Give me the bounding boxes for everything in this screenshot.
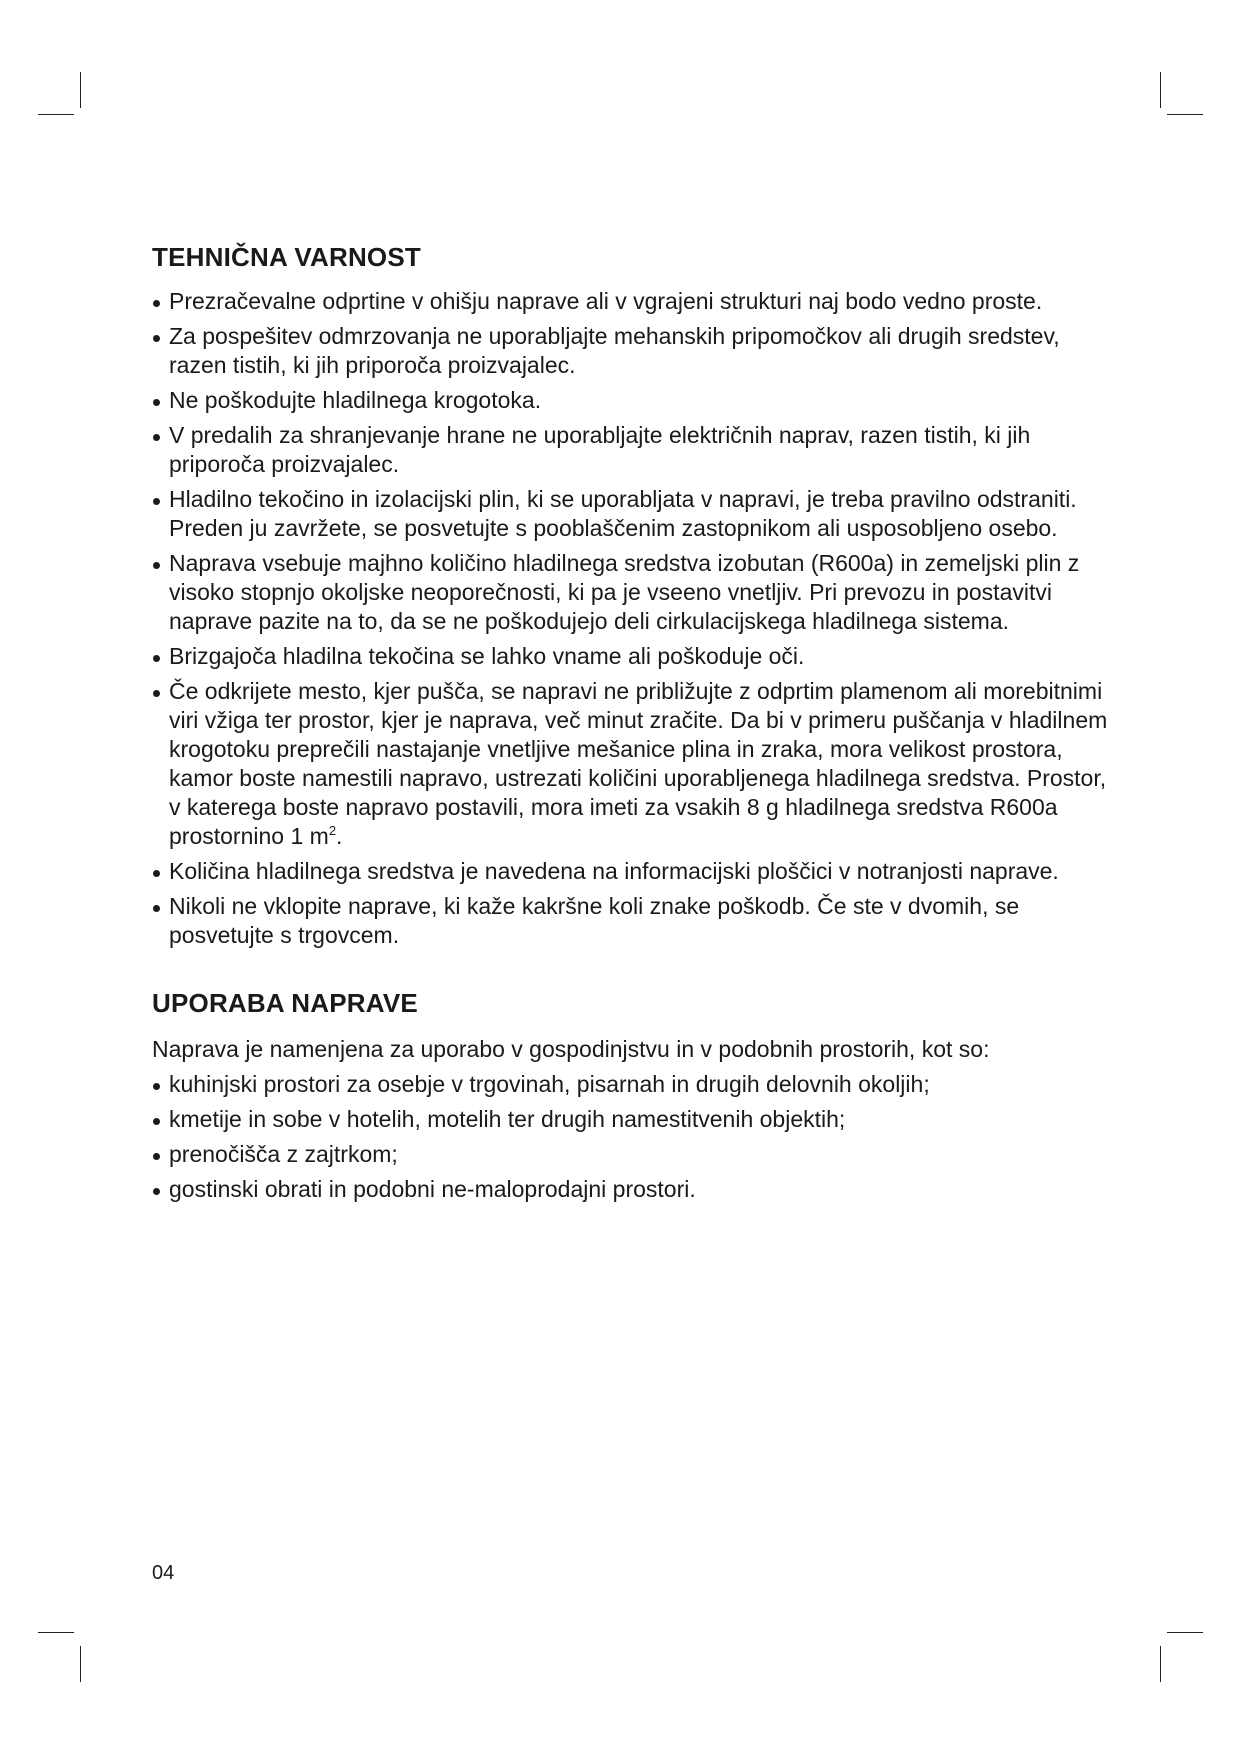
usage-intro: Naprava je namenjena za uporabo v gospodinjstvu in v podobnih prostorih, kot so: [152, 1036, 990, 1062]
superscript: 2 [328, 823, 337, 838]
crop-mark-bottom-left-vertical [80, 1646, 81, 1682]
crop-mark-top-right-horizontal [1167, 114, 1203, 115]
list-item: Ne poškodujte hladilnega krogotoka. [152, 386, 1112, 415]
list-item: gostinski obrati in podobni ne-maloprodajni prostori. [152, 1175, 1112, 1204]
section-title-technical-safety: TEHNIČNA VARNOST [152, 242, 421, 272]
list-item: Za pospešitev odmrzovanja ne uporabljajte mehanskih pripomočkov ali drugih sredstev, razen tistih, ki jih priporoča proizvajalec. [152, 322, 1112, 380]
usage-list [152, 1070, 1112, 1204]
crop-mark-top-right-vertical [1160, 72, 1161, 108]
crop-mark-bottom-left-horizontal [38, 1632, 74, 1633]
list-item: Prezračevalne odprtine v ohišju naprave ali v vgrajeni strukturi naj bodo vedno proste. [152, 287, 1112, 316]
list-item: kmetije in sobe v hotelih, motelih ter drugih namestitvenih objektih; [152, 1105, 1112, 1134]
technical-safety-list [152, 287, 1112, 950]
section-title-usage: UPORABA NAPRAVE [152, 988, 418, 1018]
list-item: Hladilno tekočino in izolacijski plin, ki se uporabljata v napravi, je treba pravilno odstraniti. Preden ju zavržete, se posvetujte s pooblaščenim zastopnikom ali usposobljeno osebo. [152, 485, 1112, 543]
crop-mark-top-left-vertical [80, 72, 81, 108]
crop-mark-bottom-right-vertical [1160, 1646, 1161, 1682]
page-number: 04 [152, 1562, 175, 1584]
list-item-leak [152, 677, 1112, 851]
crop-mark-top-left-horizontal [38, 114, 74, 115]
list-item: Brizgajoča hladilna tekočina se lahko vname ali poškoduje oči. [152, 642, 1112, 671]
crop-mark-bottom-right-horizontal [1167, 1632, 1203, 1633]
leak-text: Če odkrijete mesto, kjer pušča, se napravi ne približujte z odprtim plamenom ali morebitnimi viri vžiga ter prostor, kjer je naprava, več minut zračite. Da bi v primeru puščanja v hladilnem krogotoku preprečili nastajanje vnetljive mešanice plina in zraka, mora velikost prostora, kamor boste namestili napravo, ustrezati količini uporabljenega hladilnega sredstva. Prostor, v katerega boste napravo postavili, mora imeti za vsakih 8 g hladilnega sredstva R600a prostornino 1 m [169, 678, 1108, 849]
list-item: Količina hladilnega sredstva je navedena na informacijski ploščici v notranjosti naprave. [152, 857, 1112, 886]
list-item: V predalih za shranjevanje hrane ne uporabljajte električnih naprav, razen tistih, ki jih priporoča proizvajalec. [152, 421, 1112, 479]
list-item: Naprava vsebuje majhno količino hladilnega sredstva izobutan (R600a) in zemeljski plin z visoko stopnjo okoljske neoporečnosti, ki pa je vseeno vnetljiv. Pri prevozu in postavitvi naprave pazite na to, da se ne poškodujejo deli cirkulacijskega hladilnega sistema. [152, 549, 1112, 636]
page-content [152, 242, 1112, 1210]
list-item: prenočišča z zajtrkom; [152, 1140, 1112, 1169]
list-item: kuhinjski prostori za osebje v trgovinah, pisarnah in drugih delovnih okoljih; [152, 1070, 1112, 1099]
list-item: Nikoli ne vklopite naprave, ki kaže kakršne koli znake poškodb. Če ste v dvomih, se posvetujte s trgovcem. [152, 892, 1112, 950]
leak-end: . [336, 823, 343, 849]
